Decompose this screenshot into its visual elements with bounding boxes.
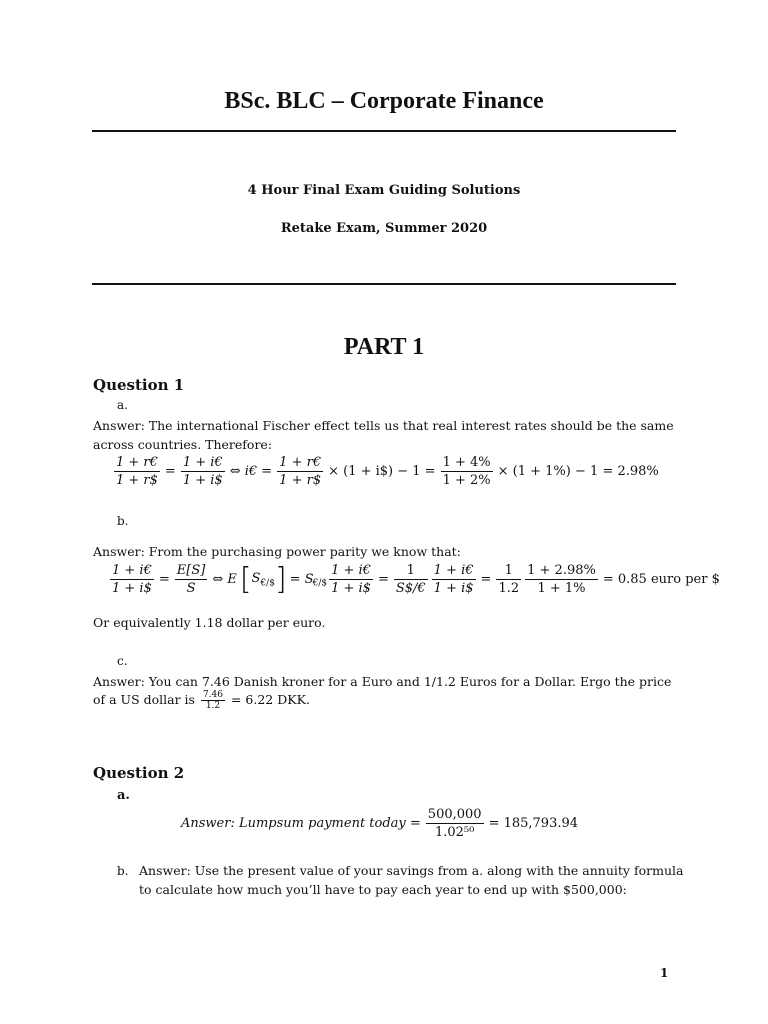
page-number: 1 bbox=[660, 966, 669, 980]
top-rule bbox=[92, 130, 676, 132]
eq-numerator: 1 + i€ bbox=[182, 455, 223, 470]
eq-denominator: 1 + i$ bbox=[433, 581, 474, 596]
eq-operator: = 0.85 euro per $ bbox=[602, 572, 720, 587]
q2b-line2: to calculate how much you’ll have to pay each year to end up with $500,000: bbox=[139, 882, 627, 897]
eq-fraction bbox=[110, 562, 154, 597]
eq-fraction bbox=[426, 806, 484, 841]
eq-numerator: 1 bbox=[496, 562, 521, 580]
eq-numerator: 1 + r€ bbox=[116, 455, 158, 470]
eq-denominator: 1.2 bbox=[498, 581, 520, 596]
eq-operator: = 185,793.94 bbox=[488, 816, 579, 831]
eq-fraction bbox=[201, 690, 225, 711]
eq-denominator: 1 + 1% bbox=[537, 581, 586, 596]
eq-operator: × (1 + 1%) − 1 = 2.98% bbox=[497, 464, 659, 479]
q2b-line1: Answer: Use the present value of your savings from a. along with the annuity formula bbox=[139, 863, 684, 878]
q1b-equivalent: Or equivalently 1.18 dollar per euro. bbox=[93, 615, 326, 630]
eq-numerator: 1 + i€ bbox=[433, 563, 474, 578]
q1c-answer-line2 bbox=[93, 690, 677, 711]
eq-fraction bbox=[432, 562, 476, 597]
eq-numerator: 500,000 bbox=[427, 807, 482, 822]
part-title: PART 1 bbox=[343, 334, 425, 360]
question-2-heading: Question 2 bbox=[93, 764, 185, 782]
eq-numerator: 1 bbox=[394, 562, 428, 580]
question-1-heading: Question 1 bbox=[93, 376, 185, 394]
eq-denominator: 1 + 2% bbox=[442, 473, 491, 488]
q2a-equation bbox=[178, 806, 581, 841]
q1b-label: b. bbox=[117, 514, 129, 528]
q1b-answer: Answer: From the purchasing power parity we know that: bbox=[93, 544, 461, 559]
eq-numerator: 1 + i€ bbox=[112, 563, 152, 578]
eq-denominator: 1 + i$ bbox=[331, 581, 371, 596]
q2b-label: b. bbox=[117, 864, 129, 878]
q1a-answer: Answer: The international Fischer effect tells us that real interest rates should be the same across countries. Therefore: bbox=[93, 418, 674, 452]
q1c-text: = 6.22 DKK. bbox=[230, 692, 310, 707]
eq-fraction bbox=[496, 562, 521, 597]
q1b-equation: $\frac{1 + i€}{1 + i\$}$ = $\frac{E[S]}{S}$ ⇔ E $[S_{€/\$}] = S_{€/\$}$ $\frac{1 + i€}{1 + i\$}$ = $\frac{1}{S\$/€}$ $\frac{1 + i€}{1 + i\$}$ = $\frac{1}{1.2}$ $\frac{1 + 2.98\%}{1 + 1\%}$ = 0.85 euro per $ bbox=[112, 561, 720, 597]
q2a-label: a. bbox=[117, 788, 130, 803]
eq-numerator: 7.46 bbox=[202, 690, 223, 700]
eq-denominator: 1 + i$ bbox=[182, 473, 223, 488]
left-bracket: [ bbox=[239, 561, 252, 597]
eq-numerator: 1 + 4% bbox=[442, 455, 491, 470]
exam-session: Retake Exam, Summer 2020 bbox=[280, 221, 488, 236]
spot-rate-symbol bbox=[252, 571, 275, 589]
document-title: BSc. BLC – Corporate Finance bbox=[224, 88, 544, 114]
spot-rate-letter: S bbox=[251, 570, 261, 586]
eq-denominator: S$/€ bbox=[395, 581, 426, 596]
eq-fraction bbox=[277, 454, 323, 489]
eq-operator: = S bbox=[289, 572, 314, 587]
q1c-text: of a US dollar is bbox=[93, 692, 195, 707]
eq-numerator: 1 + r€ bbox=[279, 455, 322, 470]
eq-fraction bbox=[394, 562, 428, 597]
eq-operator: × (1 + i$) − 1 = bbox=[328, 464, 436, 479]
eq-denominator: S bbox=[186, 581, 196, 596]
q1a-label: a. bbox=[117, 398, 128, 412]
q1a-equation: $\frac{1 + r€}{1 + r\$}$ = $\frac{1 + i€}{1 + i\$}$ ⇔ i€ = $\frac{1 + r€}{1 + r\$}$ × (1 + i$) − 1 = $\frac{1 + 4\%}{1 + 2\%}$ × (1 + 1%) − 1 = 2.98% bbox=[116, 455, 659, 488]
spot-rate-subscript-2 bbox=[313, 571, 327, 589]
eq-fraction bbox=[441, 454, 493, 489]
q1c-label: c. bbox=[117, 654, 128, 668]
eq-numerator: E[S] bbox=[176, 563, 206, 578]
eq-fraction bbox=[525, 562, 598, 597]
eq-operator: ⇔ i€ = bbox=[229, 464, 273, 479]
eq-denominator: 1 + r$ bbox=[279, 473, 322, 488]
eq-denominator: 1 + r$ bbox=[116, 473, 158, 488]
eq-fraction bbox=[181, 454, 225, 489]
spot-rate-subscript: €/$ bbox=[260, 578, 275, 589]
right-bracket: ] bbox=[274, 561, 287, 597]
eq-denominator: 1.02⁵⁰ bbox=[434, 825, 475, 840]
q1c-answer-line1: Answer: You can 7.46 Danish kroner for a Euro and 1/1.2 Euros for a Dollar. Ergo the price bbox=[93, 674, 672, 689]
eq-numerator: 1 + i€ bbox=[331, 563, 371, 578]
eq-fraction bbox=[175, 562, 208, 597]
spot-rate-subscript: €/$ bbox=[312, 578, 328, 589]
eq-fraction bbox=[329, 562, 373, 597]
eq-text: Answer: Lumpsum payment today = bbox=[181, 816, 421, 831]
bottom-rule bbox=[92, 283, 676, 285]
eq-operator: ⇔ E bbox=[212, 572, 237, 587]
exam-subtitle: 4 Hour Final Exam Guiding Solutions bbox=[247, 183, 521, 198]
eq-denominator: 1.2 bbox=[205, 701, 221, 711]
eq-numerator: 1 + 2.98% bbox=[527, 563, 596, 578]
eq-fraction bbox=[114, 454, 160, 489]
eq-denominator: 1 + i$ bbox=[112, 581, 152, 596]
